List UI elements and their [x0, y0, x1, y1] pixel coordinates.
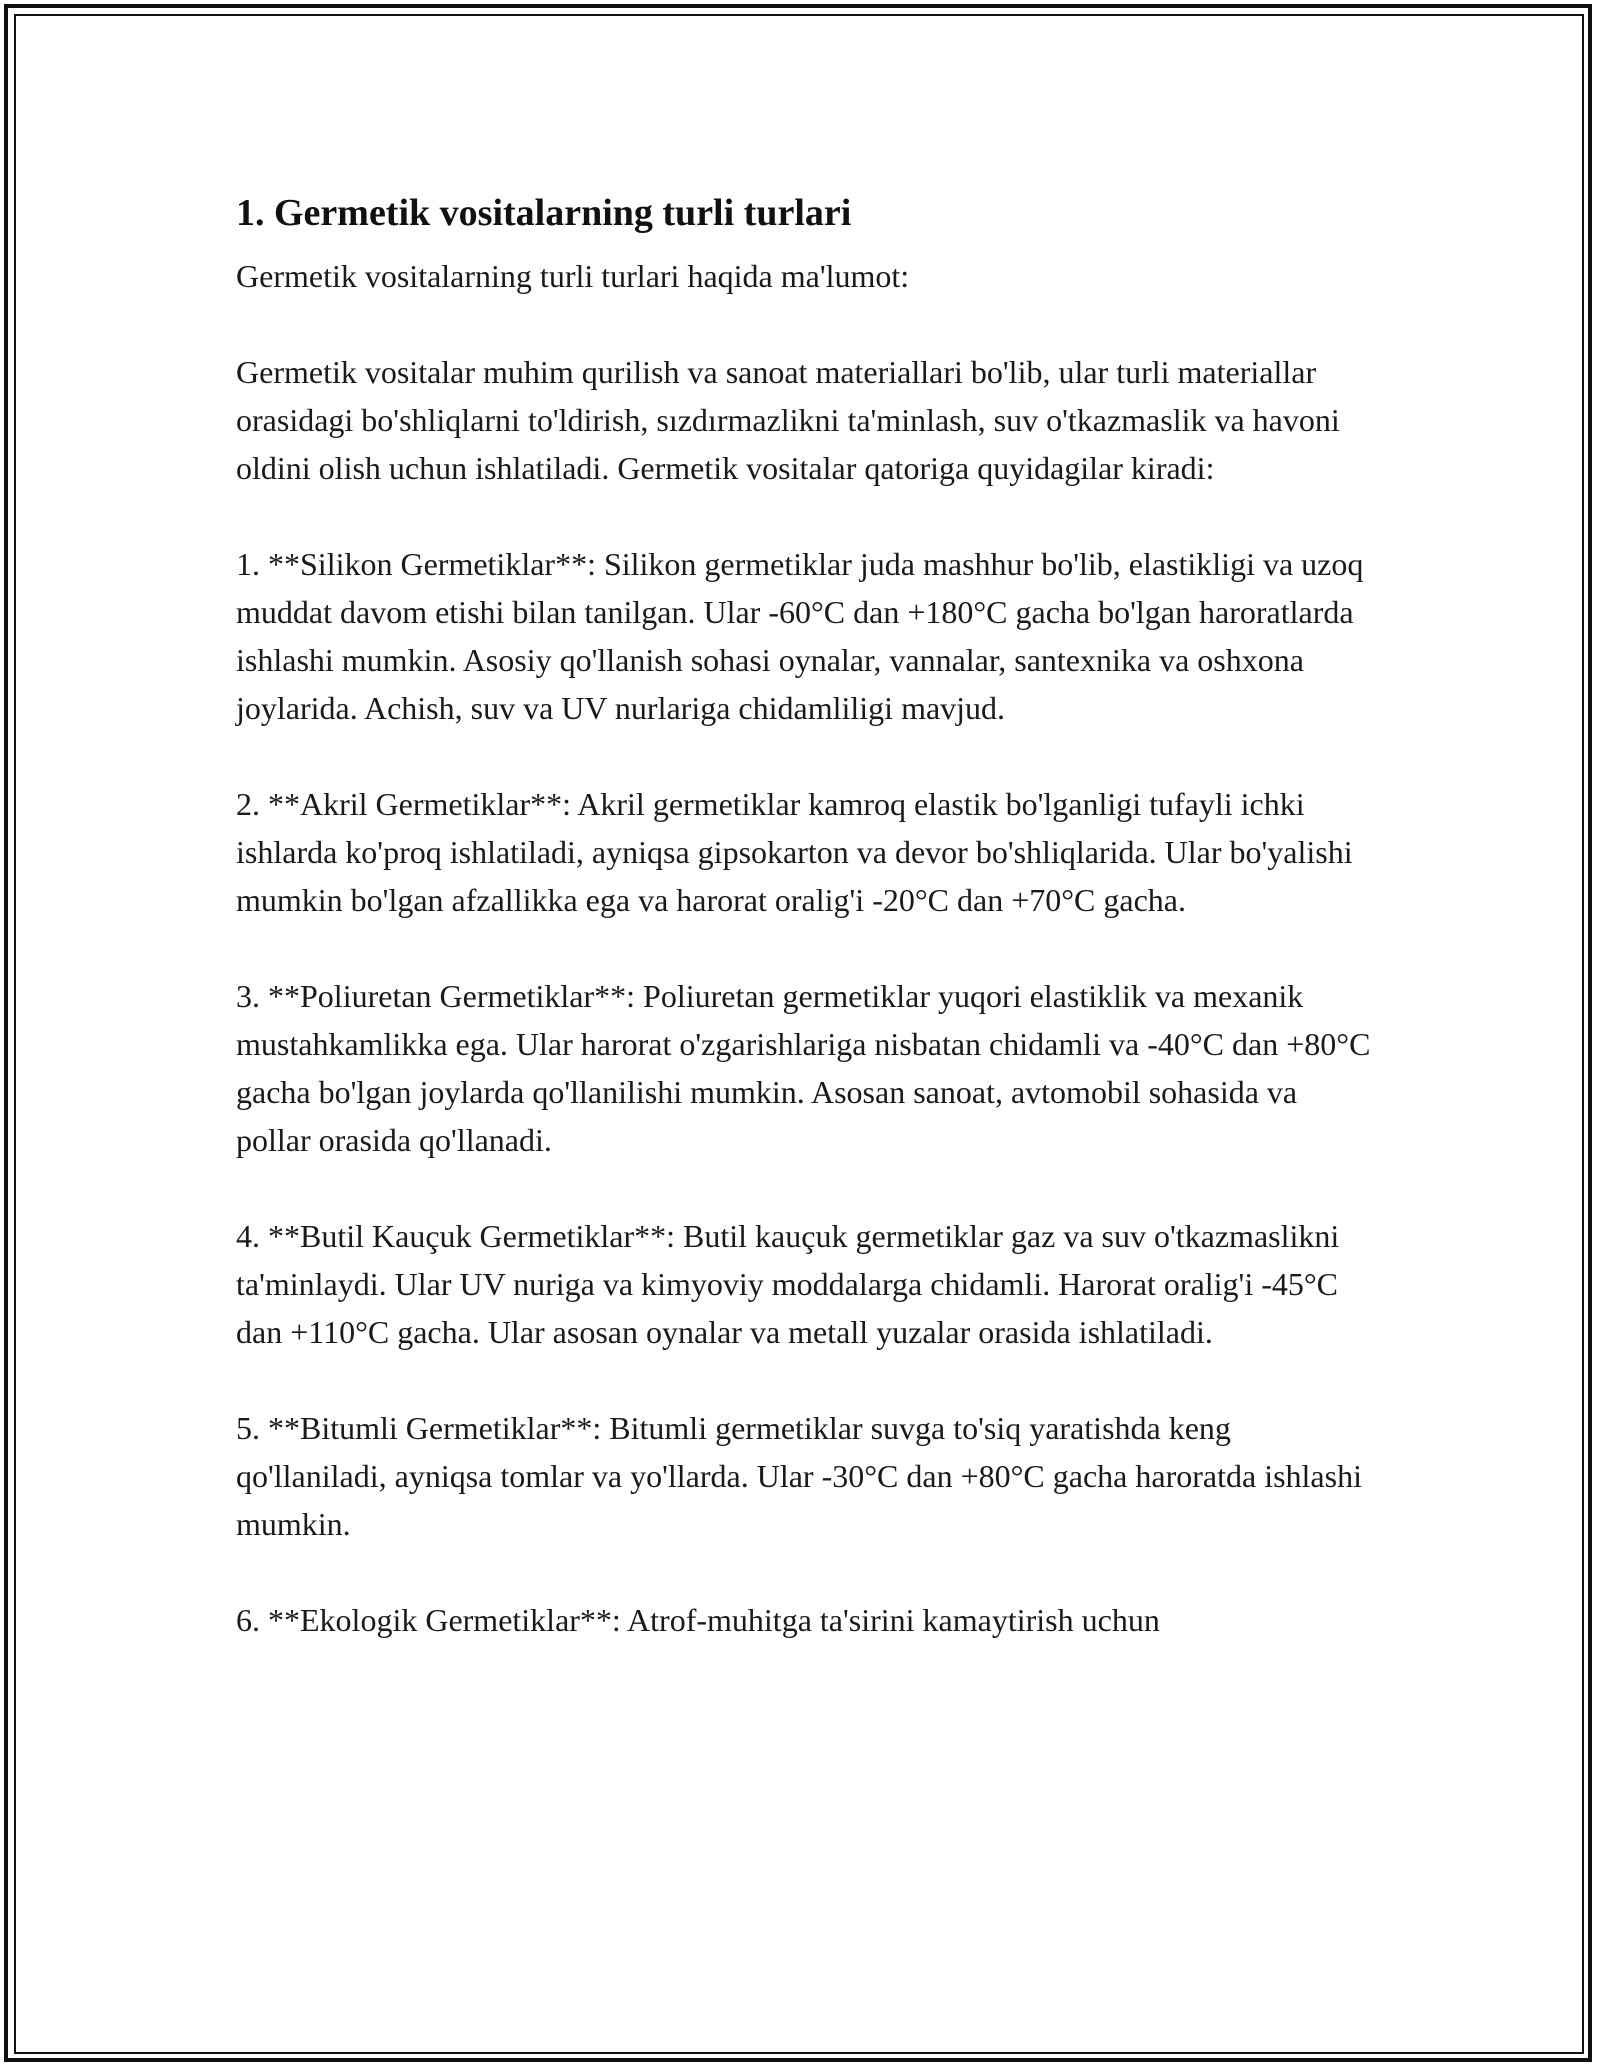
item-poliuretan-paragraph: 3. **Poliuretan Germetiklar**: Poliuretan germetiklar yuqori elastiklik va mexanik mustahkamlikka ega. Ular harorat o'zgarishlariga nisbatan chidamli va -40°C dan +80°C gacha bo'lgan joylarda qo'llanilishi mumkin. Asosan sanoat, avtomobil sohasida va pollar orasida qo'llanadi.	[236, 978, 1371, 1158]
item-ekologik-paragraph: 6. **Ekologik Germetiklar**: Atrof-muhitga ta'sirini kamaytirish uchun	[236, 1602, 1160, 1638]
document-body	[236, 186, 1376, 1692]
overview-paragraph: Germetik vositalar muhim qurilish va sanoat materiallari bo'lib, ular turli materiallar orasidagi bo'shliqlarni to'ldirish, sızdırmazlikni ta'minlash, suv o'tkazmaslik va havoni oldini olish uchun ishlatiladi. Germetik vositalar qatoriga quyidagilar kiradi:	[236, 354, 1340, 486]
item-butil-paragraph: 4. **Butil Kauçuk Germetiklar**: Butil kauçuk germetiklar gaz va suv o'tkazmaslikni ta'minlaydi. Ular UV nuriga va kimyoviy moddalarga chidamli. Harorat oralig'i -45°C dan +110°C gacha. Ular asosan oynalar va metall yuzalar orasida ishlatiladi.	[236, 1218, 1340, 1350]
item-bitumli-paragraph: 5. **Bitumli Germetiklar**: Bitumli germetiklar suvga to'siq yaratishda keng qo'llaniladi, ayniqsa tomlar va yo'llarda. Ular -30°C dan +80°C gacha haroratda ishlashi mumkin.	[236, 1410, 1362, 1542]
section-heading: 1. Germetik vositalarning turli turlari	[236, 192, 852, 234]
item-akril-paragraph: 2. **Akril Germetiklar**: Akril germetiklar kamroq elastik bo'lganligi tufayli ichki ishlarda ko'proq ishlatiladi, ayniqsa gipsokarton va devor bo'shliqlarida. Ular bo'yalishi mumkin bo'lgan afzallikka ega va harorat oralig'i -20°C dan +70°C gacha.	[236, 786, 1353, 918]
item-silikon-paragraph: 1. **Silikon Germetiklar**: Silikon germetiklar juda mashhur bo'lib, elastikligi va uzoq muddat davom etishi bilan tanilgan. Ular -60°C dan +180°C gacha bo'lgan haroratlarda ishlashi mumkin. Asosiy qo'llanish sohasi oynalar, vannalar, santexnika va oshxona joylarida. Achish, suv va UV nurlariga chidamliligi mavjud.	[236, 546, 1364, 726]
intro-paragraph: Germetik vositalarning turli turlari haqida ma'lumot:	[236, 258, 910, 294]
